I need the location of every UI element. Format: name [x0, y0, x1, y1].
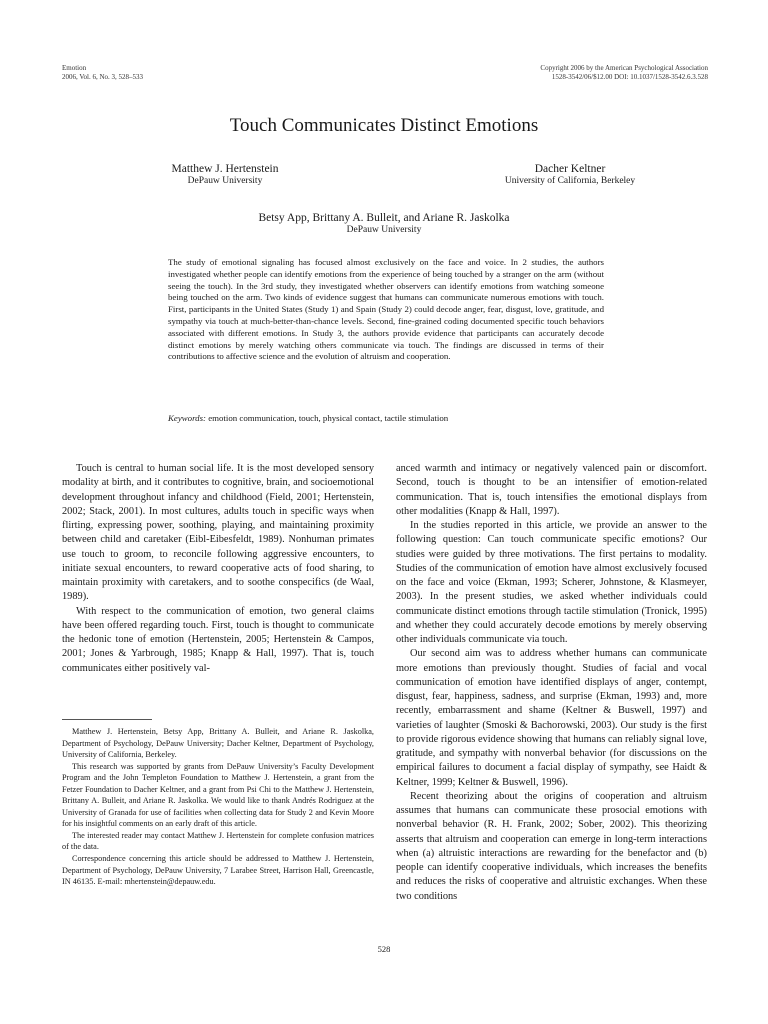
- body-paragraph: anced warmth and intimacy or negatively valenced pain or discomfort. Second, touch is thought to be an intensifier of emotion-related communication. That is, touch intensifies the emotional displays from other modalities (Knapp & Hall, 1997).: [396, 463, 707, 517]
- journal-citation: 2006, Vol. 6, No. 3, 528–533: [62, 72, 144, 81]
- abstract: The study of emotional signaling has focused almost exclusively on the face and voice. In 2 studies, the authors investigated whether people can identify emotions from the experience of being touched by a stranger on the arm (without seeing the touch). In the 3rd study, they investigated whether observers can identify emotions from watching someone being touched on the arm. Two kinds of evidence suggest that humans can communicate numerous emotions with touch. First, participants in the United States (Study 1) and Spain (Study 2) could decode anger, fear, disgust, love, gratitude, and sympathy via touch at much-better-than-chance levels. Second, fine-grained coding documented specific touch behaviors associated with different emotions. In Study 3, the authors provide evidence that participants can accurately decode distinct emotions by merely watching others communicate via touch. The findings are discussed in terms of their contributions to affective science and the evolution of altruism and cooperation.: [168, 257, 604, 362]
- body-paragraph: Touch is central to human social life. It is the most developed sensory modality at birth, and it contributes to cognitive, brain, and socioemotional development throughout infancy and childhood (Field, 2001; Hertenstein, 2002; Stack, 2001). In most cultures, adults touch in specific ways when flirting, expressing power, soothing, playing, and maintaining proximity between child and caretaker (Eibl-Eibesfeldt, 1989). Nonhuman primates use touch to groom, to reconcile following aggressive encounters, to initiate sexual encounters, to reward cooperative acts of food sharing, to maintain proximity with caretakers, and to soothe conspecifics (de Waal, 1989).: [62, 463, 374, 603]
- footnote: Matthew J. Hertenstein, Betsy App, Brittany A. Bulleit, and Ariane R. Jaskolka, Department of Psychology, DePauw University; Dacher Keltner, Department of Psychology, University of California, Berkeley.: [62, 727, 374, 760]
- footnote-divider: [62, 719, 152, 720]
- body-paragraph: Recent theorizing about the origins of cooperation and altruism assumes that humans can communicate these prosocial emotions with nonverbal behavior (R. H. Frank, 2002; Sober, 2002). This theorizing asserts that altruism and cooperation can emerge in long-term interactions when (a) altruistic interactions are rewarding for the benefactor and (b) people can identify cooperative individuals, which increases the benefits and reduces the risks of cooperative and altruistic exchanges. When these two conditions: [396, 790, 707, 902]
- keywords-text: emotion communication, touch, physical contact, tactile stimulation: [206, 413, 449, 423]
- author-name: Matthew J. Hertenstein: [171, 163, 279, 175]
- copyright-line: Copyright 2006 by the American Psychological Association: [540, 64, 708, 72]
- author-affiliation: University of California, Berkeley: [504, 176, 636, 186]
- body-column-right: [396, 462, 707, 904]
- body-column-left: [62, 462, 374, 676]
- doi-line: 1528-3542/06/$12.00 DOI: 10.1037/1528-3542.6.3.528: [551, 72, 708, 81]
- footnote: The interested reader may contact Matthew J. Hertenstein for complete confusion matrices of the data.: [62, 830, 374, 852]
- footnote: Correspondence concerning this article should be addressed to Matthew J. Hertenstein, Department of Psychology, DePauw University, 7 Larabee Street, Harrison Hall, Greencastle, IN 46135. E-mail: mhertenstein@depauw.edu.: [62, 854, 374, 887]
- author-block-1: [120, 163, 330, 187]
- article-title: Touch Communicates Distinct Emotions: [229, 115, 539, 136]
- page-number: 528: [377, 944, 391, 954]
- keywords-label: Keywords:: [168, 413, 206, 423]
- author-name: Dacher Keltner: [534, 163, 606, 175]
- author-block-2: [460, 163, 680, 187]
- keywords: [168, 413, 604, 423]
- body-paragraph: With respect to the communication of emotion, two general claims have been offered regarding touch. First, touch is thought to communicate the hedonic tone of emotion (Hertenstein, 2005; Hertenstein & Campos, 2001; Jones & Yarbrough, 1985; Knapp & Hall, 1997). That is, touch communicates either positively val-: [62, 605, 374, 674]
- body-paragraph: In the studies reported in this article, we provide an answer to the following question: Can touch communicate specific emotions? Our studies were guided by three motivations. The first pertains to modality. Studies of the communication of emotion have almost exclusively focused on the face and voice (Ekman, 1993; Scherer, Johnstone, & Klasmeyer, 2003). In the present studies, we asked whether individuals could communicate distinct emotions through tactile stimulation (Tronick, 1995) and whether they could accurately decode emotions by merely observing other individuals communicate via touch.: [396, 520, 707, 645]
- author-affiliation: DePauw University: [346, 225, 422, 235]
- author-name: Betsy App, Brittany A. Bulleit, and Ariane R. Jaskolka: [258, 212, 510, 224]
- author-affiliation: DePauw University: [187, 176, 263, 186]
- journal-name: Emotion: [62, 64, 87, 72]
- footnote: This research was supported by grants from DePauw University’s Faculty Development Program and the John Templeton Foundation to Matthew J. Hertenstein, a grant from the Fetzer Foundation to Dacher Keltner, and a grant from Psi Chi to the Matthew J. Hertenstein, Brittany A. Bulleit, and Ariane R. Jaskolka. We would like to thank Andrés Rodriguez at the University of Granada for use of facilities when collecting data for Study 2 and Kevin Moore for his insightful comments on an early draft of this article.: [62, 761, 374, 829]
- author-block-3: [0, 212, 768, 236]
- journal-header: [62, 64, 143, 81]
- footnotes: [62, 726, 374, 888]
- body-paragraph: Our second aim was to address whether humans can communicate more emotions than previously thought. Studies of facial and vocal communication of emotion have identified displays of anger, contempt, disgust, fear, happiness, sadness, and surprise (Ekman, 1993) and, more recently, embarrassment and shame (Keltner & Buswell, 1997) and varieties of laughter (Smoski & Bachorowski, 2003). Our study is the first to provide rigorous evidence showing that humans can reliably signal love, gratitude, and sympathy with nonverbal behavior (for discussions on the empirical failures to document a facial display of sympathy, see Haidt & Keltner, 1999; Keltner & Buswell, 1996).: [396, 648, 707, 788]
- copyright-header: [540, 64, 708, 81]
